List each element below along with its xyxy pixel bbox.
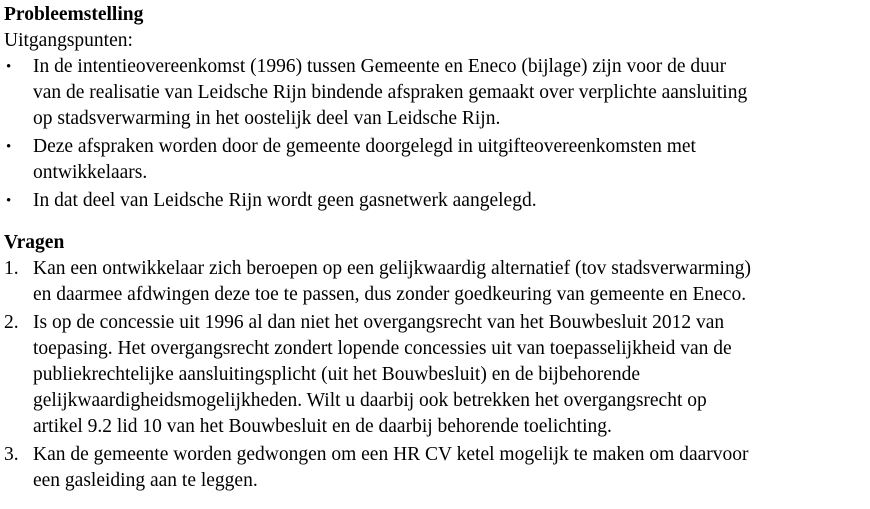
list-item-line: In de intentieovereenkomst (1996) tussen Gemeente en Eneco (bijlage) zijn voor de duur bbox=[33, 56, 727, 77]
section-title-vragen: Vragen bbox=[4, 232, 65, 253]
question-line: Kan een ontwikkelaar zich beroepen op een gelijkwaardig alternatief (tov stadsverwarming) bbox=[33, 258, 751, 279]
question-item bbox=[4, 310, 870, 440]
question-number: 2. bbox=[4, 312, 19, 333]
question-line: artikel 9.2 lid 10 van het Bouwbesluit en de daarbij behorende toelichting. bbox=[33, 416, 612, 437]
list-item-line: Deze afspraken worden door de gemeente doorgelegd in uitgifteovereenkomsten met bbox=[33, 136, 696, 157]
bullet-icon: • bbox=[6, 139, 12, 155]
bullet-icon: • bbox=[6, 193, 12, 209]
question-item bbox=[4, 442, 870, 494]
question-item bbox=[4, 256, 870, 308]
list-item-line: van de realisatie van Leidsche Rijn bindende afspraken gemaakt over verplichte aansluiting bbox=[33, 82, 748, 103]
bullet-list bbox=[4, 54, 870, 214]
question-line: een gasleiding aan te leggen. bbox=[33, 470, 258, 491]
question-line: gelijkwaardigheidsmogelijkheden. Wilt u daarbij ook betrekken het overgangsrecht op bbox=[33, 390, 707, 411]
list-item-line: In dat deel van Leidsche Rijn wordt geen gasnetwerk aangelegd. bbox=[33, 190, 537, 211]
bullet-icon: • bbox=[6, 59, 12, 75]
list-item bbox=[4, 188, 870, 214]
section-title-probleemstelling: Probleemstelling bbox=[4, 4, 144, 25]
list-item-line: op stadsverwarming in het oostelijk deel van Leidsche Rijn. bbox=[33, 108, 501, 129]
list-item bbox=[4, 134, 870, 186]
question-number: 1. bbox=[4, 258, 19, 279]
question-line: Is op de concessie uit 1996 al dan niet het overgangsrecht van het Bouwbesluit 2012 van bbox=[33, 312, 725, 333]
question-line: publiekrechtelijke aansluitingsplicht (uit het Bouwbesluit) en de bijbehorende bbox=[33, 364, 641, 385]
question-line: toepasing. Het overgangsrecht zondert lopende concessies uit van toepasselijkheid van de bbox=[33, 338, 732, 359]
list-item-line: ontwikkelaars. bbox=[33, 162, 148, 183]
question-number: 3. bbox=[4, 444, 19, 465]
subtitle-uitgangspunten: Uitgangspunten: bbox=[4, 30, 133, 51]
question-line: Kan de gemeente worden gedwongen om een HR CV ketel mogelijk te maken om daarvoor bbox=[33, 444, 749, 465]
section-spacer bbox=[4, 216, 870, 230]
question-line: en daarmee afdwingen deze toe te passen, dus zonder goedkeuring van gemeente en Eneco. bbox=[33, 284, 747, 305]
question-list bbox=[4, 256, 870, 494]
list-item bbox=[4, 54, 870, 132]
